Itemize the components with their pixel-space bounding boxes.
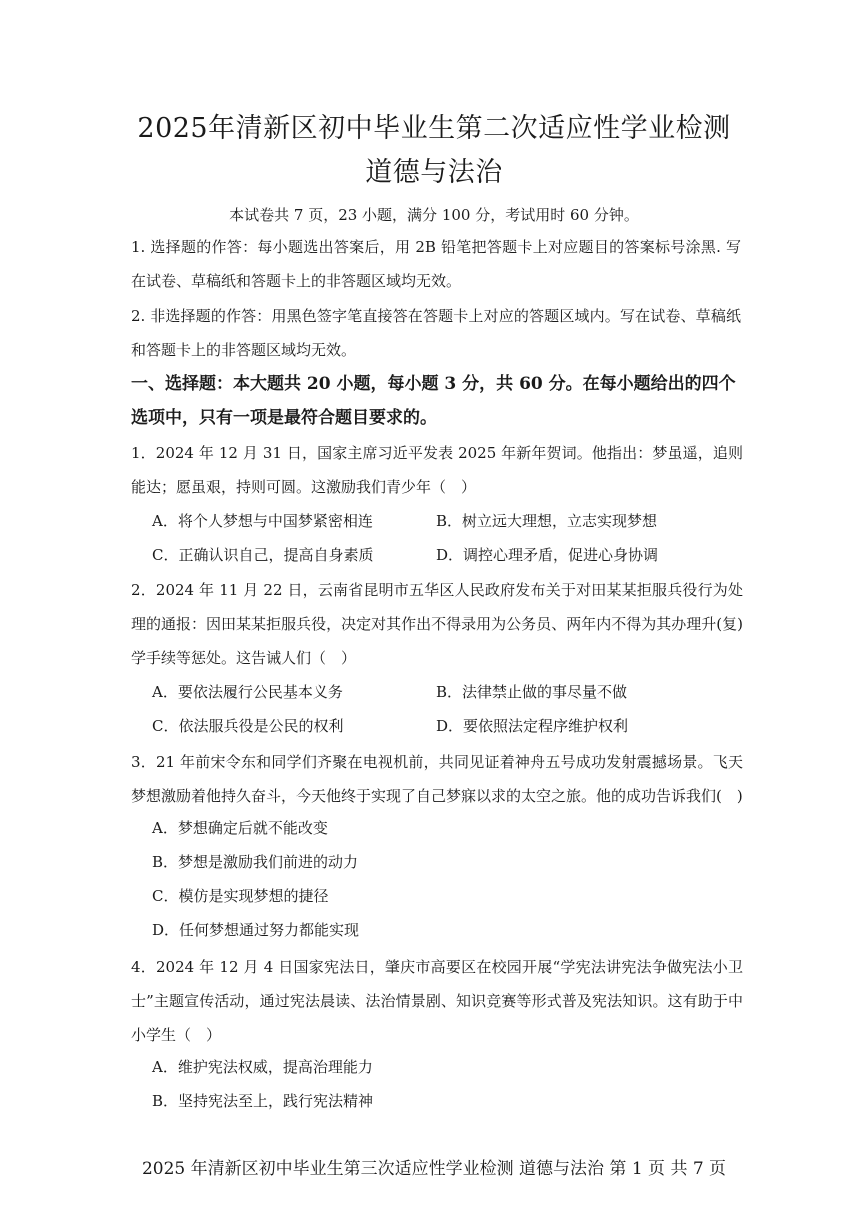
instruction-choice: 1. 选择题的作答：每小题选出答案后，用 2B 铅笔把答题卡上对应题目的答案标号涂黑. 写在试卷、草稿纸和答题卡上的非答题区域均无效。 xyxy=(131,238,741,290)
question-1-option-d: D．调控心理矛盾，促进心身协调 xyxy=(436,546,659,564)
question-4-option-a: A．维护宪法权威，提高治理能力 xyxy=(152,1058,373,1076)
question-1-option-a: A．将个人梦想与中国梦紧密相连 xyxy=(152,512,373,530)
instruction-nonchoice: 2. 非选择题的作答：用黑色签字笔直接答在答题卡上对应的答题区域内。写在试卷、草稿纸和答题卡上的非答题区域均无效。 xyxy=(131,307,741,359)
question-1-option-b: B．树立远大理想，立志实现梦想 xyxy=(436,512,658,530)
question-2-option-c: C．依法服兵役是公民的权利 xyxy=(152,717,344,735)
question-4-option-b: B．坚持宪法至上，践行宪法精神 xyxy=(152,1092,374,1110)
exam-info: 本试卷共 7 页，23 小题，满分 100 分，考试用时 60 分钟。 xyxy=(229,206,639,224)
question-3-option-a: A．梦想确定后就不能改变 xyxy=(152,819,328,837)
question-1-option-c: C．正确认识自己，提高自身素质 xyxy=(152,546,374,564)
question-3-stem: 3．21 年前宋令东和同学们齐聚在电视机前，共同见证着神舟五号成功发射震撼场景。飞天梦想激励着他持久奋斗，今天他终于实现了自己梦寐以求的太空之旅。他的成功告诉我们( ) xyxy=(131,753,743,805)
question-2-option-d: D．要依照法定程序维护权利 xyxy=(436,717,629,735)
page-footer: 2025 年清新区初中毕业生第三次适应性学业检测 道德与法治 第 1 页 共 7 页 xyxy=(141,1159,727,1179)
exam-title: 2025年清新区初中毕业生第二次适应性学业检测 xyxy=(137,113,731,144)
question-2-option-a: A．要依法履行公民基本义务 xyxy=(152,683,343,701)
question-2-stem: 2．2024 年 11 月 22 日，云南省昆明市五华区人民政府发布关于对田某某拒服兵役行为处理的通报：因田某某拒服兵役，决定对其作出不得录用为公务员、两年内不得为其办理升(复)学手续等惩处。这告诫人们（ ） xyxy=(131,581,743,667)
question-3-option-b: B．梦想是激励我们前进的动力 xyxy=(152,853,359,871)
question-4-stem: 4．2024 年 12 月 4 日国家宪法日，肇庆市高要区在校园开展“学宪法讲宪法争做宪法小卫士”主题宣传活动，通过宪法晨读、法治情景剧、知识竞赛等形式普及宪法知识。这有助于中小学生（ ） xyxy=(131,958,743,1044)
question-2-option-b: B．法律禁止做的事尽量不做 xyxy=(436,683,628,701)
question-1-stem: 1．2024 年 12 月 31 日，国家主席习近平发表 2025 年新年贺词。他指出：梦虽遥，追则能达；愿虽艰，持则可圆。这激励我们青少年（ ） xyxy=(131,444,743,496)
section-heading: 一、选择题：本大题共 20 小题，每小题 3 分，共 60 分。在每小题给出的四个选项中，只有一项是最符合题目要求的。 xyxy=(131,374,736,428)
question-3-option-c: C．模仿是实现梦想的捷径 xyxy=(152,887,329,905)
subject-title: 道德与法治 xyxy=(365,157,503,188)
question-3-option-d: D．任何梦想通过努力都能实现 xyxy=(152,921,360,939)
